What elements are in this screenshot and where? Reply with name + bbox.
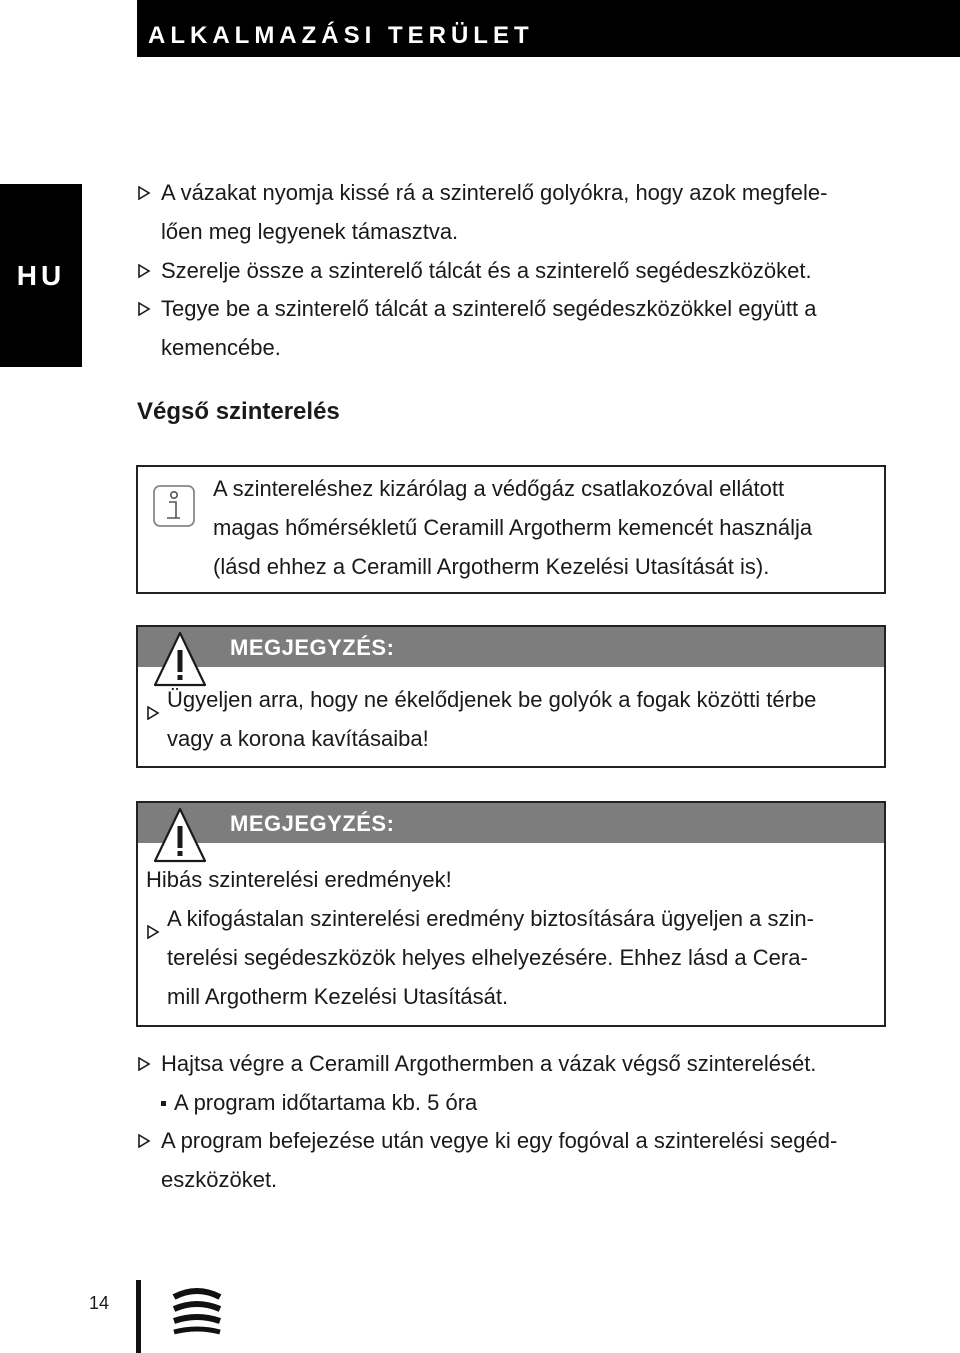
triangle-bullet-icon xyxy=(146,693,160,732)
section-title: Végső szinterelés xyxy=(137,398,340,425)
note-box xyxy=(136,801,886,1027)
page-number: 14 xyxy=(89,1293,110,1313)
footer-rule xyxy=(136,1280,141,1353)
note-box xyxy=(136,625,886,768)
amann-girrbach-logo-icon xyxy=(172,1287,222,1340)
note-header-bar xyxy=(138,803,884,843)
step-text: eszközöket. xyxy=(161,1167,278,1192)
language-tab xyxy=(0,184,82,367)
note-text: vagy a korona kavításaiba! xyxy=(167,726,429,751)
note-text: A kifogástalan szinterelési eredmény biztosítására ügyeljen a szin- xyxy=(167,906,814,931)
info-text: (lásd ehhez a Ceramill Argotherm Kezelési Utasítását is). xyxy=(213,554,770,579)
step-text: A vázakat nyomja kissé rá a szinterelő golyókra, hogy azok megfele- xyxy=(161,180,828,205)
triangle-bullet-icon xyxy=(146,912,160,951)
sub-bullet-text: A program időtartama kb. 5 óra xyxy=(174,1090,478,1115)
note-header-bar xyxy=(138,627,884,667)
step-text: Hajtsa végre a Ceramill Argothermben a vázak végső szinterelését. xyxy=(161,1051,817,1076)
note-title: MEGJEGYZÉS: xyxy=(230,811,395,836)
info-box xyxy=(136,465,886,594)
note-text: mill Argotherm Kezelési Utasítását. xyxy=(167,984,509,1009)
language-label: HU xyxy=(16,259,66,291)
step-text: lően meg legyenek támasztva. xyxy=(161,219,459,244)
note-title: MEGJEGYZÉS: xyxy=(230,635,395,660)
note-text: terelési segédeszközök helyes elhelyezésére. Ehhez lásd a Cera- xyxy=(167,945,808,970)
step-text: kemencébe. xyxy=(161,335,281,360)
note-text: Ügyeljen arra, hogy ne ékelődjenek be golyók a fogak közötti térbe xyxy=(167,687,817,712)
info-text: A szintereléshez kizárólag a védőgáz csatlakozóval ellátott xyxy=(213,476,785,501)
header-title: ALKALMAZÁSI TERÜLET xyxy=(148,22,534,49)
step-text: Szerelje össze a szinterelő tálcát és a szinterelő segédeszközöket. xyxy=(161,258,812,283)
step-text: Tegye be a szinterelő tálcát a szinterelő segédeszközökkel együtt a xyxy=(161,296,817,321)
square-bullet-icon xyxy=(161,1101,166,1106)
step-text: A program befejezése után vegye ki egy fogóval a szinterelési segéd- xyxy=(161,1128,838,1153)
header-bar xyxy=(137,0,960,57)
note-heading: Hibás szinterelési eredmények! xyxy=(146,867,452,892)
info-icon xyxy=(152,484,196,533)
info-text: magas hőmérsékletű Ceramill Argotherm kemencét használja xyxy=(213,515,813,540)
